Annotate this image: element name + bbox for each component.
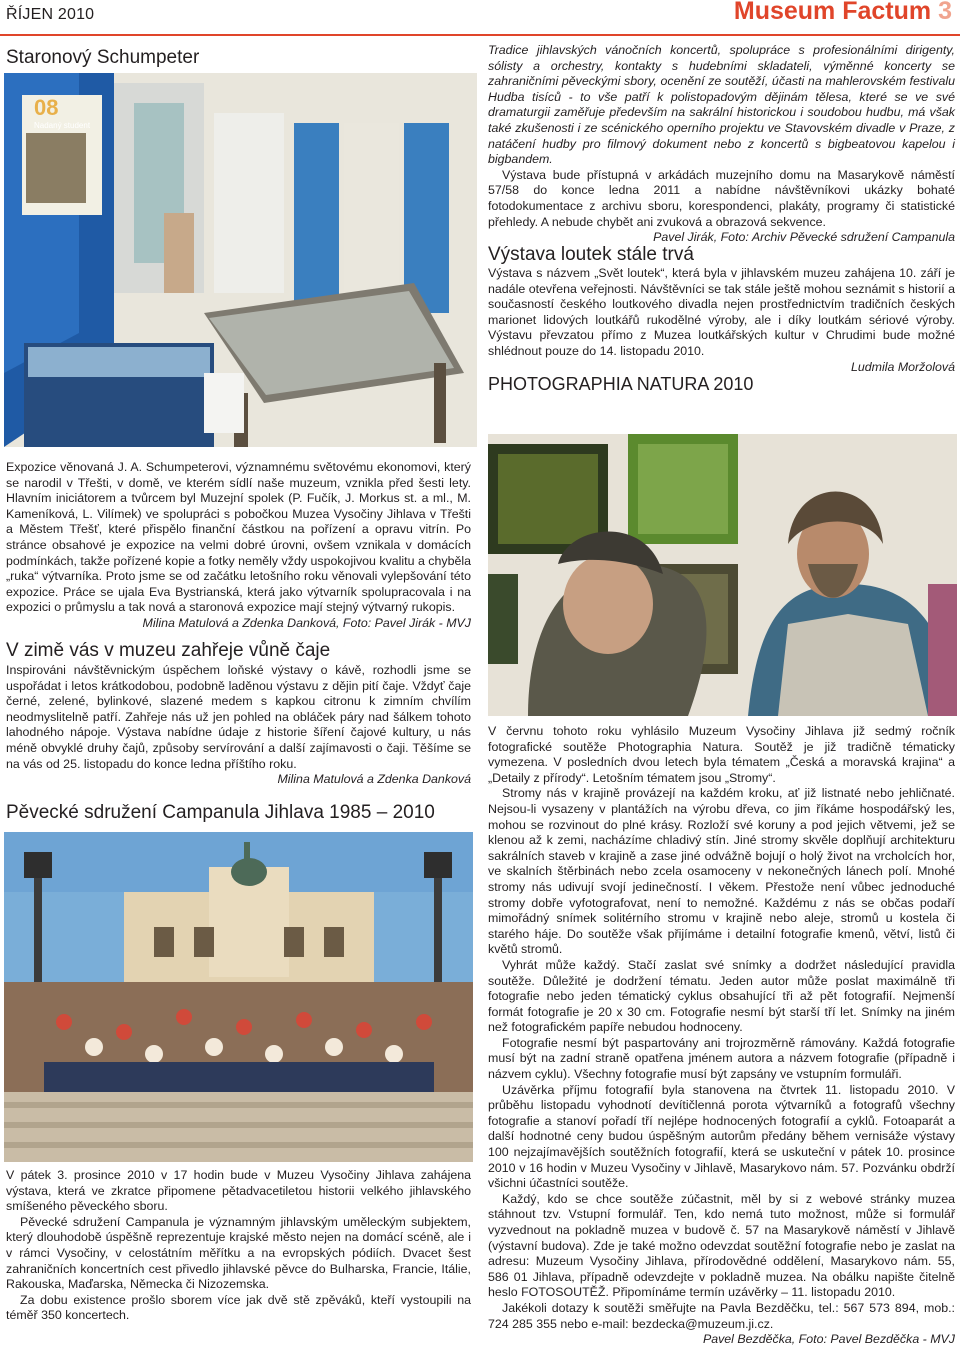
campanula-signature: Pavel Jirák, Foto: Archiv Pěvecké sdružení Campanula <box>653 230 955 245</box>
schumpeter-signature: Milina Matulová a Zdenka Danková, Foto: Pavel Jirák - MVJ <box>142 615 471 630</box>
campanula-title: Pěvecké sdružení Campanula Jihlava 1985 – 2010 <box>6 802 435 823</box>
puppets-body <box>488 266 955 375</box>
photographia-p4: Fotografie nesmí být paspartovány ani trojrozměrně rámovány. Každá fotografie musí být na zadní straně opatřena jménem autora a názvem fotografie (případně i názvem cyklu). Všechny fotografie musí být zapsány ve vstupním formuláři. <box>488 1035 955 1082</box>
tea-title: V zimě vás v muzeu zahřeje vůně čaje <box>6 640 331 661</box>
masthead <box>734 0 952 26</box>
tea-signature: Milina Matulová a Zdenka Danková <box>277 772 471 787</box>
photographia-p5: Uzávěrka příjmu fotografií byla stanovena na čtvrtek 11. listopadu 2010. V průběhu listopadu vyhodnotí devítičlenná porota výtvarníků a fotografů všechny fotografie a stanoví pořadí tří nejlépe hodnocených fotografií a cyklů. Fotoaparát a další hodnotné ceny budou úspěšným autorům předány během vernisáže výstavy 100 nejzajímavějších soutěžních fotografií, která se uskuteční v pátek 10. prosince 2010 v 16 hodin v Muzeu Vysočiny v Jihlavě, Masarykovo nám. 57. Pozvánku obdrží všichni účastníci soutěže. <box>488 1082 955 1191</box>
schumpeter-title: Staronový Schumpeter <box>6 47 200 68</box>
photographia-body <box>488 724 955 1348</box>
campanula-p2: Pěvecké sdružení Campanula je významným jihlavským uměleckým subjektem, který dlouhodobě úspěšně reprezentuje krajské město nejen na domácí scéně, ale i v rámci Vysočiny, v celostátním měřítku a na evropských pódiích. Dvacet šest zahraničních koncertních cest přivedlo jihlavské pěvce do Bulharska, Francie, Itálie, Rakouska, Maďarska, Německa či Nizozemska. <box>6 1214 471 1292</box>
photographia-p2: Stromy nás v krajině provázejí na každém kroku, ať již listnaté nebo jehličnaté. Nejsou-li vysazeny v plantážích na výrobu dřeva, co jim říkáme hospodářský les, mohou se rozvinout do plné krásy. Rozloží své koruny a pod jejich větvemi, jež se klenou až k zemi, nacházíme chladivý stín. Jiné stromy skvěle doplňují architekturu sakrálních staveb v krajině a zase jiné odvážně bojují o holý život na vrcholcích hor, ve skalních štěrbinách nebo zcela osamoceny v nekonečných lánech polí. Mnohé stromy nás udivují svojí jedinečností. I věkem. Přestože není vůbec jednoduché stromy dobře vyfotografovat, není to nemožné. Každému z nás se občas podaří mimořádný snímek solitérního stromu v krajině nebo aleje, stromů u kostela či starého háje. Do soutěže však přijímáme i detailní fotografie kmenů, větví, listů či květů stromů. <box>488 786 955 957</box>
tea-text: Inspirováni návštěvnickým úspěchem loňské výstavy o kávě, rozhodli jsme se uspořádat i letos krátkodobou, podobně laděnou výstavu z dějin pití čaje. Vždyť čaje černé, zelené, bylinkové, slazené medem s kapkou citronu k zimním chvílím neodmyslitelně patří. Zahřeje nás už jen pohled na obláček páry nad šálkem tohoto lahodného nápoje. Výstava nabídne údaje z historie šíření čajové kultury, u nás méně obvyklé druhy čajů, způsoby servírování a další zajímavosti o čaji. Těšíme se na vás od 25. listopadu do konce ledna příštího roku. <box>6 663 471 771</box>
campanula-body <box>6 1168 471 1324</box>
header-rule <box>0 34 960 36</box>
photographia-signature: Pavel Bezděčka, Foto: Pavel Bezděčka - MVJ <box>702 1332 955 1347</box>
photographia-p6: Každý, kdo se chce soutěže zúčastnit, měl by si z webové stránky muzea stáhnout tzv. Vstupní formulář. Ten, kdo nemá tuto možnost, může si formulář vyzvednout na pokladně muzea v budově č. 57 na Masarykově náměstí v Jihlavě (výstavní budova). Zde je také možno odevzdat soutěžní fotografie nebo je zaslat na adresu: Muzeum Vysočiny Jihlava, přírodovědné oddělení, Masarykovo nám. 55, 586 01 Jihlava, případně odevzdejte v pokladně muzea. Na obálku napište čitelně heslo FOTOSOUTĚŽ. Připomínáme termín uzávěrky – 11. listopadu 2010. <box>488 1191 955 1300</box>
puppets-title: Výstava loutek stále trvá <box>488 244 694 265</box>
choir-group-photo <box>4 832 473 1162</box>
exhibition-room-photo <box>4 73 477 447</box>
campanula-cont-p1: Tradice jihlavských vánočních koncertů, spolupráce s profesionálními dirigenty, sólisty a orchestry, kontakty s hudebními skladateli, výměnné koncerty se zahraničními pěveckými sbory, ocenění ze soutěží, účasti na mahlerovském festivalu Hudba tisíců - to vše patří k polistopadovým dějinám tělesa, které se ve své dramaturgii zaměřuje především na sakrální historickou i soudobou hudbu, má však také zkušenosti i ze scénického operního projektu ve Stavovském divadle v Praze, z natáčení hudby pro filmový dokument nebo z koncertů s bigbeatovou kapelou i bigbandem. <box>488 43 955 167</box>
issue-date: ŘÍJEN 2010 <box>6 6 95 23</box>
photographia-title: PHOTOGRAPHIA NATURA 2010 <box>488 374 754 394</box>
campanula-cont-p2: Výstava bude přístupná v arkádách muzejního domu na Masarykově náměstí 57/58 do konce ledna 2011 a nabídne návštěvníkovi ukázky bohaté fotodokumentace z archivu sboru, korespondenci, plakáty, programy či statistické přehledy. A nebude chybět ani zvuková a obrazová sekvence. <box>488 167 955 229</box>
tea-body <box>6 663 471 788</box>
puppets-text: Výstava s názvem „Svět loutek“, která byla v jihlavském muzeu zahájena 10. září je nadále otevřena veřejnosti. Návštěvníci se tak stále ještě mohou seznámit s historií a současností českého loutkového divadla nejen prostřednictvím tradičních českých marionet lidových loutkářů rukodělné výroby, ale i díky loutkám sériové výroby. Výstavu převzatou přímo z Muzea loutkářských kultur v Chrudimi bude možné shlédnout pouze do 14. listopadu 2010. <box>488 266 955 358</box>
schumpeter-text: Expozice věnovaná J. A. Schumpeterovi, významnému světovému ekonomovi, který se narodil v Třešti, v domě, ve kterém sídlí naše muzeum, vznikla před šesti lety. Hlavním iniciátorem a tvůrcem byl Muzejní spolek (P. Fučík, J. Morkus st. a ml., M. Kameníková, L. Vilímek) ve spolupráci s pobočkou Muzea Vysočiny Jihlava v Třešti a Městem Třešť, které přispělo finanční částkou na pořízení a opravu vitrín. Po stránce obsahové je expozice na velmi dobré úrovni, ovšem vznikala v domácích podmínkách, takže pořízené kopie a fotky neměly vždy uspokojivou kvalitu a chyběla „ruka“ výtvarníka. Proto jsme se od začátku letošního roku věnovali vylepšování této expozice. Práce se ujala Eva Bystrianská, která jako výtvarník spolupracovala i na expozici o průmyslu a tak nová a staronová expozice mají stejný výtvarný rukopis. <box>6 460 471 615</box>
photographia-p7: Jakékoli dotazy k soutěži směřujte na Pavla Bezděčku, tel.: 567 573 894, mob.: 724 285 355 nebo e-mail: bezdecka@muzeum.ji.cz. <box>488 1300 955 1331</box>
exhibition-visitors-photo <box>488 434 957 716</box>
svg-text:08: 08 <box>34 95 59 120</box>
schumpeter-body <box>6 460 471 632</box>
page-number: 3 <box>938 0 952 25</box>
campanula-continued <box>488 43 955 246</box>
puppets-signature: Ludmila Moržolová <box>851 359 955 374</box>
photographia-p1: V červnu tohoto roku vyhlásilo Muzeum Vysočiny Jihlava již sedmý ročník fotografické soutěže Photographia Natura. Soutěž je již tradičně tématicky vymezena. V posledních dvou letech byla tématem „Česká a moravská krajina“ a „Detaily z přírody“. Letošním tématem jsou „Stromy“. <box>488 724 955 785</box>
campanula-p3: Za dobu existence prošlo sborem více jak dvě stě zpěváků, kteří vystoupili na téměř 350 koncertech. <box>6 1292 471 1323</box>
brand-name: Museum Factum <box>733 0 932 25</box>
photographia-p3: Vyhrát může každý. Stačí zaslat své snímky a dodržet následující pravidla soutěže. Důležité je dodržení tématu. Jeden autor může poslat maximálně tři fotografie nebo jeden tématický cyklus obsahující tři až pět fotografií. Nejmenší formát fotografie je 20 x 30 cm. Fotografie nesmí být starší tří let. Snímky na jiném než fotografickém papíře nebudou hodnoceny. <box>488 957 955 1035</box>
campanula-p1: V pátek 3. prosince 2010 v 17 hodin bude v Muzeu Vysočiny Jihlava zahájena výstava, která ve zkratce připomene pětadvacetiletou historii velkého jihlavského smíšeného pěveckého sboru. <box>6 1168 471 1214</box>
svg-text:Nadaný student: Nadaný student <box>34 121 91 130</box>
